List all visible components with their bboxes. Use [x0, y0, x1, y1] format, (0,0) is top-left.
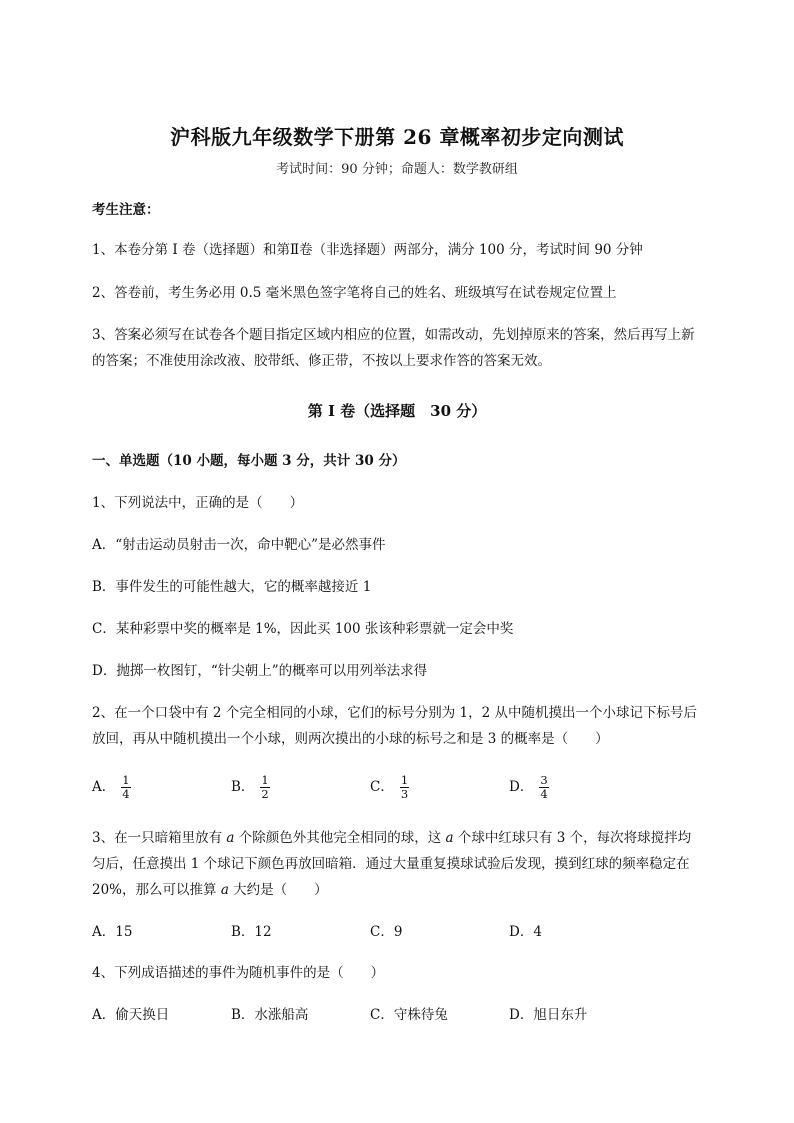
- option-a: A．“射击运动员射击一次，命中靶心”是必然事件: [92, 537, 386, 553]
- question-stem-cont: 匀后，任意摸出 1 个球记下颜色再放回暗箱．通过大量重复摸球试验后发现，摸到红球的频率稳定在: [92, 856, 690, 872]
- option-d: [509, 774, 549, 801]
- stem-text: 个球中红球只有 3 个，每次将球搅拌均: [453, 830, 692, 846]
- stem-text: 20%，那么可以推算: [92, 882, 221, 898]
- numerator: 1: [261, 773, 269, 787]
- option-a: [92, 774, 131, 801]
- question-stem-cont: [92, 878, 742, 902]
- option-label: B．: [231, 779, 255, 795]
- option-b: [231, 774, 270, 801]
- option-b: B．水涨船高: [231, 1007, 309, 1023]
- option-label: A．: [92, 779, 116, 795]
- page-title: 沪科版九年级数学下册第 26 章概率初步定向测试: [170, 125, 624, 149]
- variable-a: a: [220, 882, 229, 898]
- question-stem-cont: 放回，再从中随机摸出一个小球，则两次摸出的小球的标号之和是 3 的概率是（ ）: [92, 731, 609, 747]
- option-b: B．12: [231, 924, 272, 940]
- numerator: 1: [400, 773, 409, 787]
- denominator: 4: [122, 787, 130, 801]
- numerator: 1: [122, 773, 130, 787]
- denominator: 4: [540, 787, 548, 801]
- option-c: C．某种彩票中奖的概率是 1%，因此买 100 张该种彩票就一定会中奖: [92, 621, 514, 637]
- fraction: [260, 774, 269, 801]
- fraction: [539, 774, 548, 801]
- part-heading: 一、单选题（10 小题，每小题 3 分，共计 30 分）: [92, 453, 406, 469]
- variable-a: a: [226, 830, 235, 846]
- notice-item: 3、答案必须写在试卷各个题目指定区域内相应的位置，如需改动，先划掉原来的答案，然后再写上新: [92, 327, 695, 343]
- option-c: [370, 774, 409, 801]
- notice-item: 的答案；不准使用涂改液、胶带纸、修正带，不按以上要求作答的答案无效。: [92, 353, 551, 369]
- exam-info: 考试时间：90 分钟；命题人：数学教研组: [276, 162, 518, 177]
- question-stem: 4、下列成语描述的事件为随机事件的是（ ）: [92, 965, 385, 981]
- section-title: 第 I 卷（选择题 30 分）: [307, 402, 487, 420]
- denominator: 3: [400, 787, 409, 801]
- option-a: A．15: [92, 924, 133, 940]
- denominator: 2: [261, 787, 269, 801]
- option-b: B．事件发生的可能性越大，它的概率越接近 1: [92, 579, 372, 595]
- option-d: D．4: [509, 924, 542, 940]
- option-d: D．旭日东升: [509, 1007, 588, 1023]
- option-label: D．: [509, 779, 534, 795]
- stem-text: 3、在一只暗箱里放有: [92, 830, 227, 846]
- fraction: [400, 774, 409, 801]
- question-stem: 2、在一个口袋中有 2 个完全相同的小球，它们的标号分别为 1，2 从中随机摸出一个小球记下标号后: [92, 705, 698, 721]
- option-label: C．: [370, 779, 394, 795]
- question-stem: [92, 826, 742, 850]
- notice-item: 2、答卷前，考生务必用 0.5 毫米黑色签字笔将自己的姓名、班级填写在试卷规定位置上: [92, 285, 617, 301]
- variable-a: a: [445, 830, 454, 846]
- numerator: 3: [540, 773, 548, 787]
- fraction: [121, 774, 130, 801]
- option-d: D．抛掷一枚图钉，“针尖朝上”的概率可以用列举法求得: [92, 663, 428, 679]
- notice-item: 1、本卷分第 I 卷（选择题）和第Ⅱ卷（非选择题）两部分，满分 100 分，考试时间 90 分钟: [92, 242, 643, 258]
- stem-text: 个除颜色外其他完全相同的球，这: [234, 830, 446, 846]
- option-a: A．偷天换日: [92, 1007, 170, 1023]
- question-stem: 1、下列说法中，正确的是（ ）: [92, 495, 304, 511]
- stem-text: 大约是（ ）: [228, 882, 328, 898]
- option-c: C．9: [370, 924, 403, 940]
- option-c: C．守株待兔: [370, 1007, 448, 1023]
- notice-heading: 考生注意：: [92, 202, 160, 218]
